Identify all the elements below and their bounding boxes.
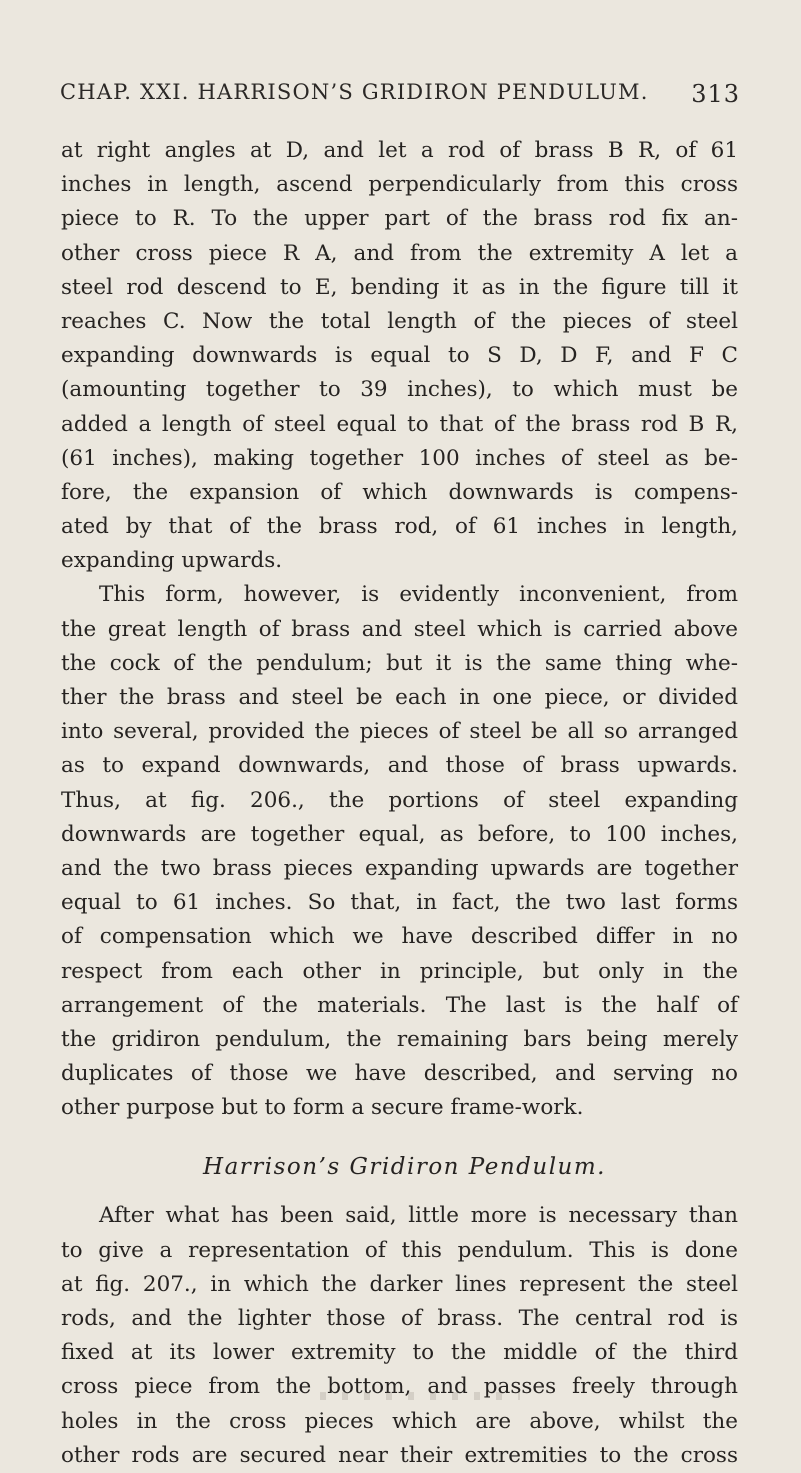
text-line: piece to R. To the upper part of the brass rod fix an- bbox=[61, 206, 738, 232]
text-line: This form, however, is evidently inconvenient, from bbox=[99, 582, 738, 608]
text-line: and the two brass pieces expanding upwards are together bbox=[61, 855, 738, 881]
paragraph bbox=[61, 578, 738, 1125]
text-line: at right angles at D, and let a rod of brass B R, of 61 bbox=[61, 138, 738, 163]
paragraph bbox=[61, 1199, 738, 1473]
text-line: at fig. 207., in which the darker lines represent the steel bbox=[61, 1271, 738, 1297]
text-line: rods, and the lighter those of brass. The central rod is bbox=[61, 1306, 738, 1331]
spacer bbox=[61, 1191, 738, 1199]
bleed-through-marks bbox=[320, 1392, 520, 1400]
text-line: fixed at its lower extremity to the middle of the third bbox=[61, 1340, 738, 1366]
text-line: the cock of the pendulum; but it is the same thing whe- bbox=[61, 650, 738, 676]
text-line: duplicates of those we have described, and serving no bbox=[61, 1061, 738, 1087]
section-heading: Harrison’s Gridiron Pendulum. bbox=[203, 1154, 606, 1181]
text-line: reaches C. Now the total length of the pieces of steel bbox=[61, 308, 738, 334]
text-line: of compensation which we have described differ in no bbox=[61, 924, 738, 950]
body-text bbox=[61, 134, 738, 1473]
text-line: holes in the cross pieces which are above, whilst the bbox=[61, 1408, 738, 1434]
text-line: After what has been said, little more is necessary than bbox=[99, 1203, 738, 1229]
page-number: 313 bbox=[691, 80, 740, 108]
text-line: Thus, at fig. 206., the portions of steel expanding bbox=[61, 787, 738, 813]
text-line: into several, provided the pieces of steel be all so arranged bbox=[61, 719, 738, 745]
text-line: (amounting together to 39 inches), to which must be bbox=[61, 377, 738, 403]
text-line: cross piece from the bottom, and passes freely through bbox=[61, 1374, 738, 1400]
spacer bbox=[61, 1125, 738, 1143]
text-line: added a length of steel equal to that of the brass rod B R, bbox=[61, 411, 738, 437]
text-line: as to expand downwards, and those of brass upwards. bbox=[61, 753, 738, 779]
text-line: the gridiron pendulum, the remaining bars being merely bbox=[61, 1026, 738, 1052]
paragraph-continued bbox=[61, 134, 738, 578]
text-line: equal to 61 inches. So that, in fact, the two last forms bbox=[61, 890, 738, 916]
text-line: fore, the expansion of which downwards is compens- bbox=[61, 479, 738, 505]
text-line: downwards are together equal, as before, to 100 inches, bbox=[61, 821, 738, 847]
text-line: other rods are secured near their extremities to the cross bbox=[61, 1442, 738, 1468]
text-line: ated by that of the brass rod, of 61 inches in length, bbox=[61, 514, 738, 540]
text-line: (61 inches), making together 100 inches of steel as be- bbox=[61, 445, 738, 471]
text-line: other purpose but to form a secure frame-work. bbox=[61, 1095, 584, 1121]
text-line: to give a representation of this pendulum. This is done bbox=[61, 1237, 738, 1263]
text-line: inches in length, ascend perpendicularly from this cross bbox=[61, 172, 738, 198]
text-line: other cross piece R A, and from the extremity A let a bbox=[61, 240, 738, 266]
text-line: ther the brass and steel be each in one piece, or divided bbox=[61, 685, 738, 710]
text-line: expanding downwards is equal to S D, D F, and F C bbox=[61, 343, 738, 369]
text-line: arrangement of the materials. The last is the half of bbox=[61, 992, 738, 1018]
text-line: expanding upwards. bbox=[61, 548, 283, 574]
running-title: CHAP. XXI. HARRISON’S GRIDIRON PENDULUM. bbox=[60, 80, 649, 104]
text-line: respect from each other in principle, but only in the bbox=[61, 958, 738, 984]
running-head bbox=[60, 80, 740, 120]
text-line: steel rod descend to E, bending it as in the figure till it bbox=[61, 274, 738, 300]
text-line: the great length of brass and steel which is carried above bbox=[61, 616, 738, 642]
